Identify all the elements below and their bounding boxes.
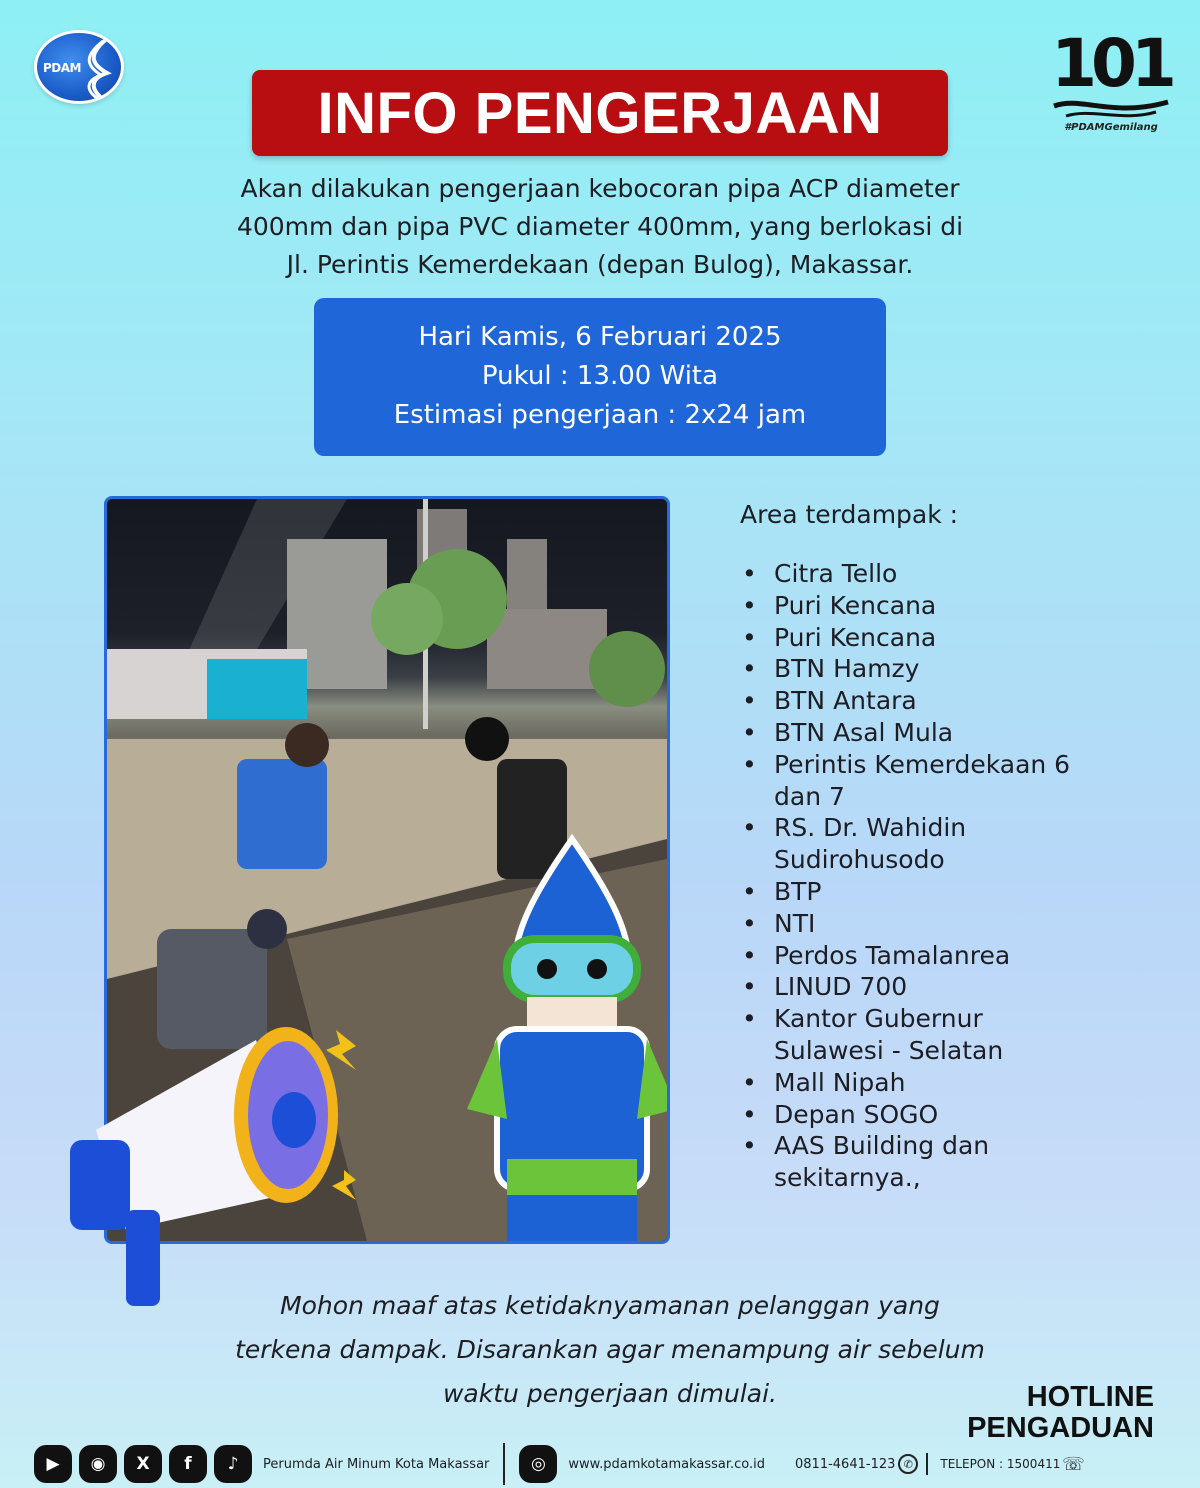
globe-icon: ◎ bbox=[519, 1445, 557, 1483]
whatsapp-icon: ✆ bbox=[898, 1454, 918, 1474]
affected-areas bbox=[740, 496, 1160, 1194]
list-item: • BTN Asal Mula bbox=[740, 717, 1160, 749]
phone-icon: ☏ bbox=[1062, 1453, 1085, 1475]
list-item: • BTN Antara bbox=[740, 685, 1160, 717]
schedule-date: Hari Kamis, 6 Februari 2025 bbox=[418, 322, 782, 352]
divider bbox=[926, 1453, 928, 1475]
closing-message bbox=[130, 1284, 1090, 1416]
intro-paragraph bbox=[130, 170, 1070, 284]
tiktok-icon[interactable]: ♪ bbox=[214, 1445, 252, 1483]
anniversary-hashtag: #PDAMGemilang bbox=[1064, 122, 1158, 133]
title-banner bbox=[252, 70, 948, 156]
anniversary-number: 101 bbox=[1051, 25, 1171, 102]
list-item: • Puri Kencana bbox=[740, 622, 1160, 654]
water-wave-icon bbox=[79, 33, 119, 104]
x-icon[interactable]: X bbox=[124, 1445, 162, 1483]
youtube-icon[interactable]: ▶ bbox=[34, 1445, 72, 1483]
footer bbox=[34, 1444, 1174, 1484]
instagram-icon[interactable]: ◉ bbox=[79, 1445, 117, 1483]
anniversary-logo bbox=[1046, 26, 1176, 138]
page-title: INFO PENGERJAAN bbox=[317, 80, 883, 146]
divider bbox=[503, 1443, 505, 1485]
list-item: • BTN Hamzy bbox=[740, 653, 1160, 685]
schedule-time: Pukul : 13.00 Wita bbox=[481, 361, 719, 391]
pdam-logo-text: PDAM bbox=[43, 61, 81, 75]
intro-line: Akan dilakukan pengerjaan kebocoran pipa ACP diameter bbox=[240, 174, 960, 203]
list-item: • LINUD 700 bbox=[740, 971, 1160, 1003]
closing-line: Mohon maaf atas ketidaknyamanan pelanggan yang bbox=[280, 1291, 940, 1320]
pdam-logo bbox=[34, 30, 124, 104]
schedule-box bbox=[314, 298, 886, 456]
list-item: • Perintis Kemerdekaan 6 dan 7 bbox=[740, 749, 1110, 813]
intro-line: 400mm dan pipa PVC diameter 400mm, yang berlokasi di bbox=[236, 212, 964, 241]
telephone-number[interactable]: TELEPON : 1500411 bbox=[940, 1457, 1061, 1471]
wave-icon bbox=[1052, 96, 1170, 120]
list-item: • Kantor Gubernur Sulawesi - Selatan bbox=[740, 1003, 1070, 1067]
whatsapp-number[interactable]: 0811-4641-123 bbox=[795, 1456, 896, 1472]
list-item: • AAS Building dan sekitarnya., bbox=[740, 1130, 1050, 1194]
org-name: Perumda Air Minum Kota Makassar bbox=[263, 1456, 490, 1472]
list-item: • Depan SOGO bbox=[740, 1099, 1160, 1131]
list-item: • Perdos Tamalanrea bbox=[740, 940, 1160, 972]
hotline-line: PENGADUAN bbox=[967, 1412, 1154, 1444]
list-item: • Citra Tello bbox=[740, 558, 1160, 590]
facebook-icon[interactable]: f bbox=[169, 1445, 207, 1483]
affected-areas-list bbox=[740, 558, 1160, 1194]
list-item: • RS. Dr. Wahidin Sudirohusodo bbox=[740, 812, 1030, 876]
website-link[interactable]: www.pdamkotamakassar.co.id bbox=[568, 1456, 766, 1472]
closing-line: terkena dampak. Disarankan agar menampung air sebelum bbox=[235, 1335, 985, 1364]
hotline-line: HOTLINE bbox=[1026, 1381, 1154, 1413]
hotline-heading bbox=[967, 1382, 1154, 1444]
list-item: • Puri Kencana bbox=[740, 590, 1160, 622]
list-item: • BTP bbox=[740, 876, 1160, 908]
closing-line: waktu pengerjaan dimulai. bbox=[442, 1379, 777, 1408]
list-item: • Mall Nipah bbox=[740, 1067, 1160, 1099]
mascot-illustration bbox=[467, 829, 670, 1241]
schedule-estimate: Estimasi pengerjaan : 2x24 jam bbox=[393, 400, 807, 430]
intro-line: Jl. Perintis Kemerdekaan (depan Bulog), Makassar. bbox=[286, 250, 914, 279]
list-item: • NTI bbox=[740, 908, 1160, 940]
megaphone-icon bbox=[56, 1010, 356, 1310]
affected-areas-title: Area terdampak : bbox=[740, 500, 959, 529]
